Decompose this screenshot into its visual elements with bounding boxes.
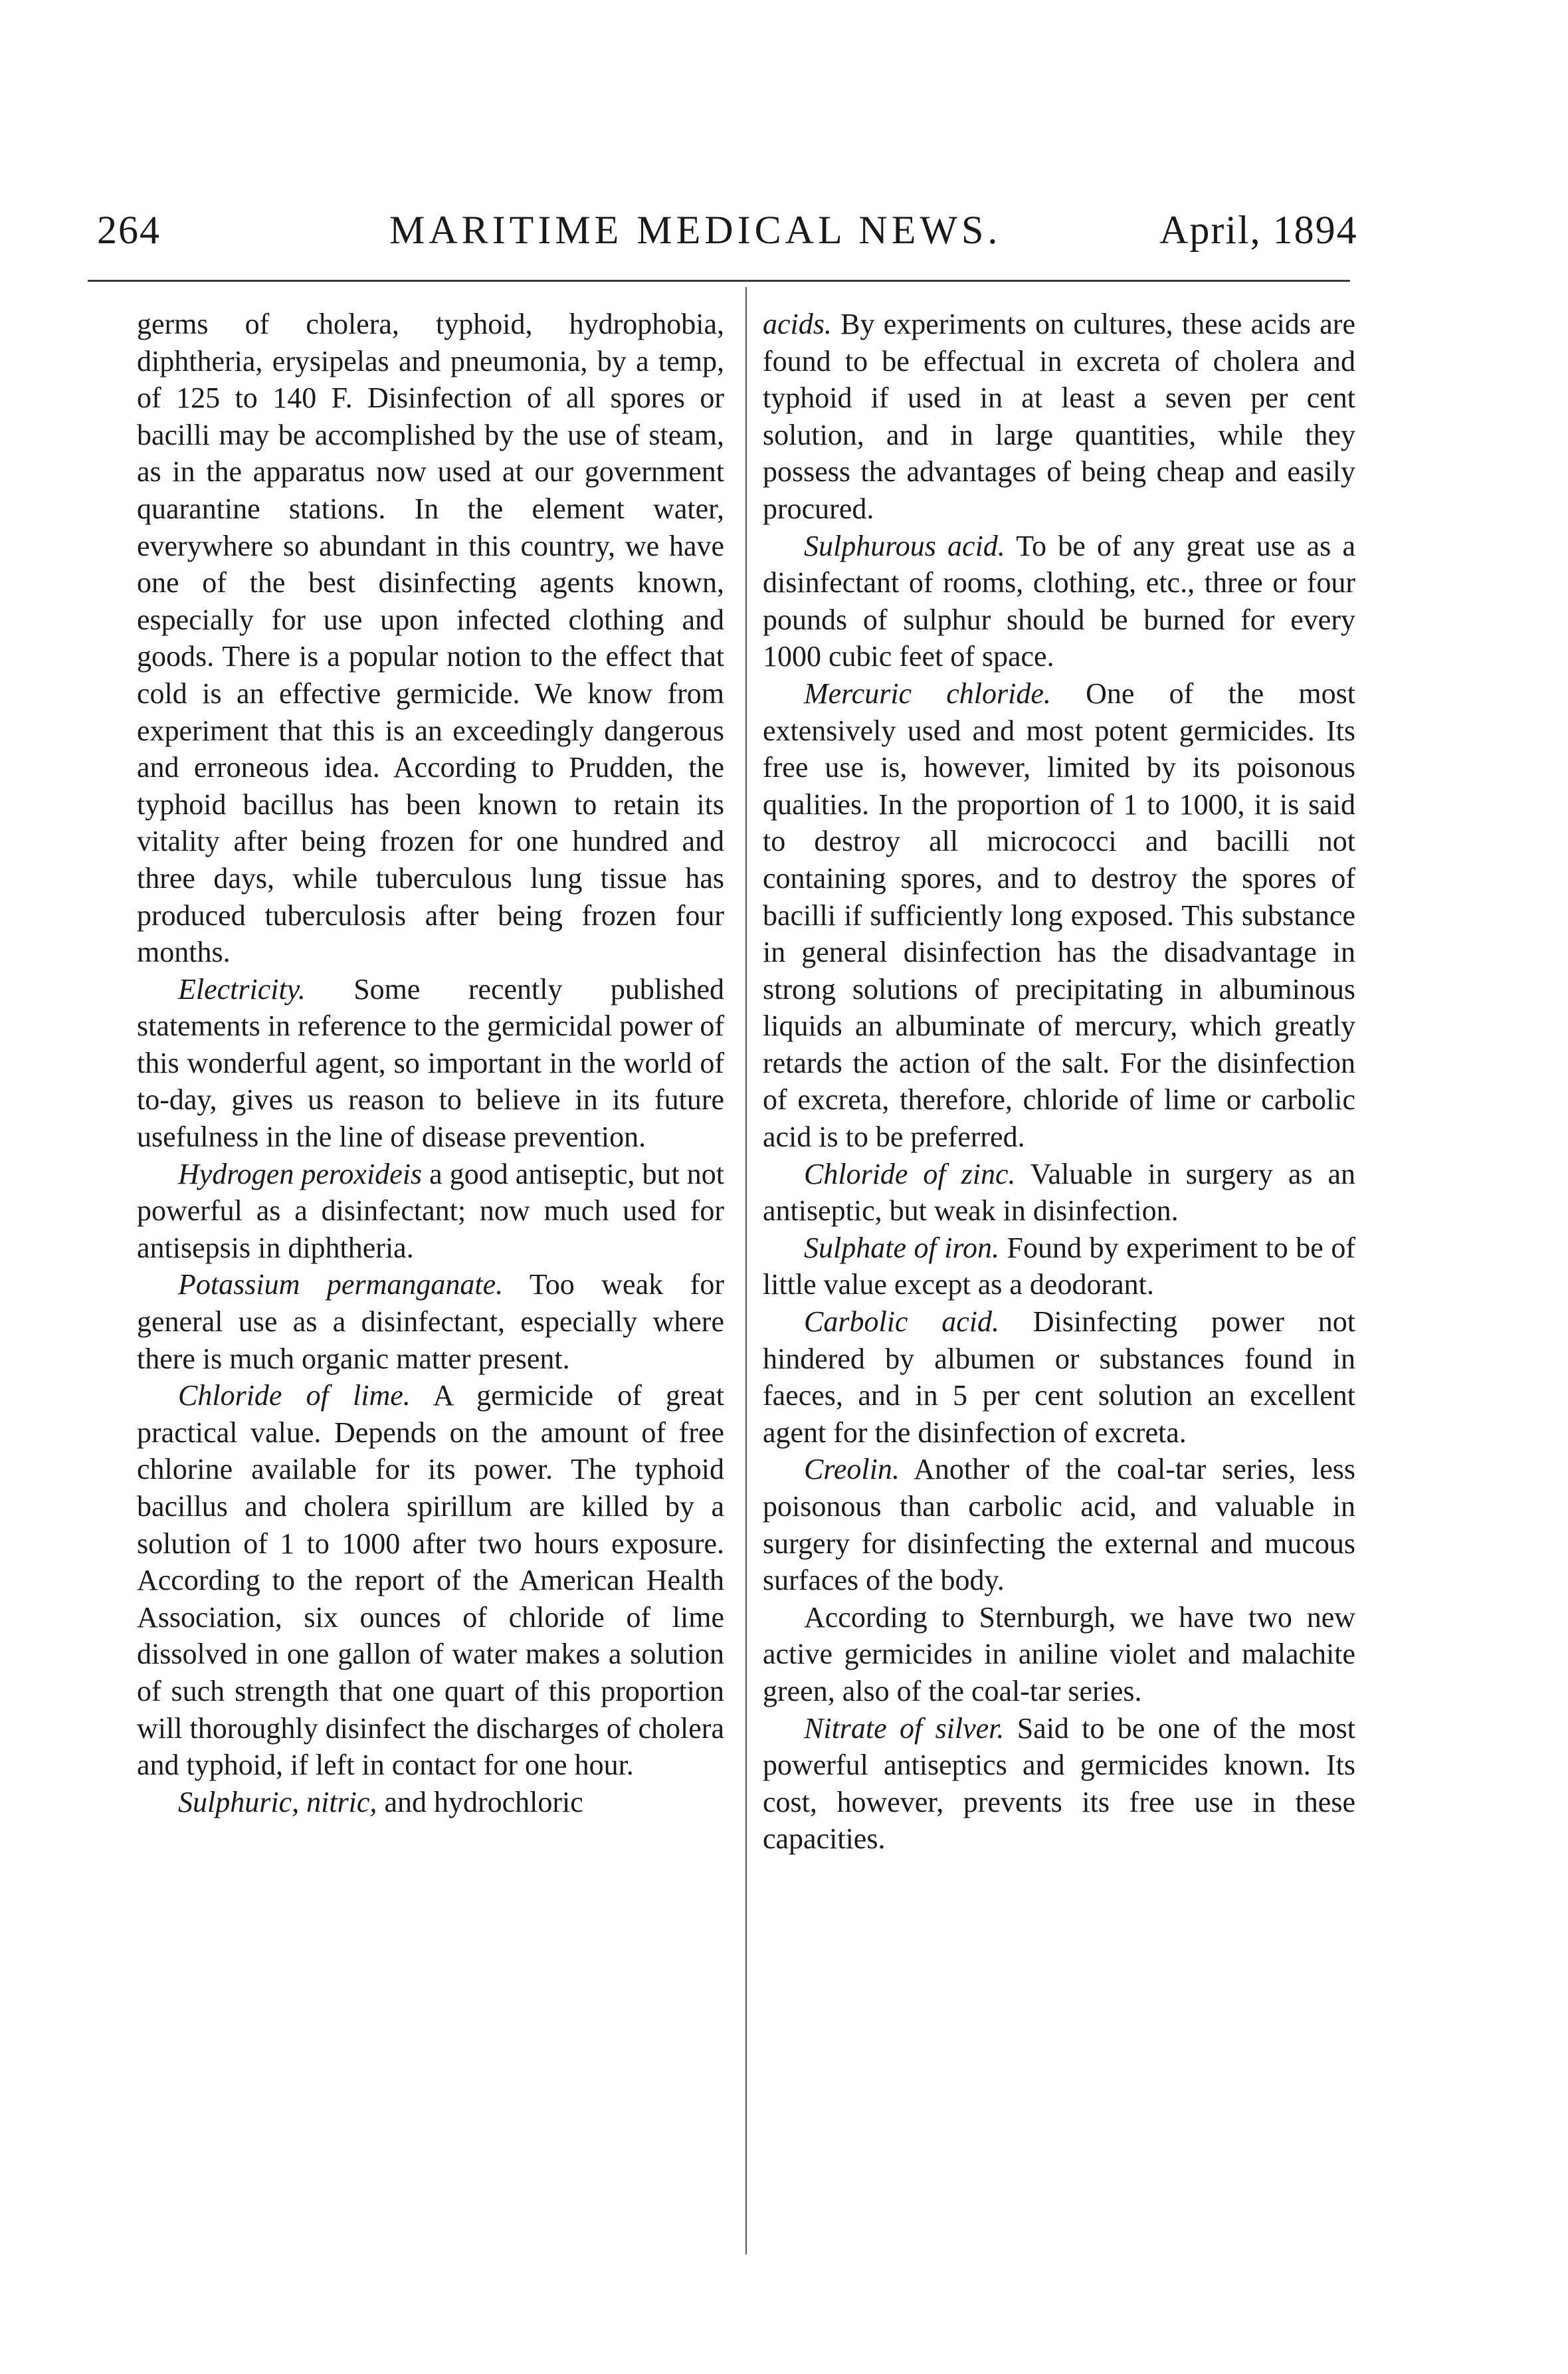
paragraph — [763, 1230, 1355, 1303]
paragraph-text: Found by experiment to be of little value except as a deodorant. — [763, 1231, 1356, 1301]
paragraph — [763, 1303, 1355, 1451]
paragraph-heading: Mercuric chloride. — [804, 677, 1051, 710]
paragraph — [763, 1710, 1355, 1858]
paragraph-text: and hydrochloric — [377, 1785, 583, 1818]
paragraph-text: According to Sternburgh, we have two new active germicides in aniline violet and malachite green, also of the coal-tar series. — [763, 1600, 1355, 1707]
paragraph — [763, 1451, 1355, 1598]
paragraph-text: By experiments on cultures, these acids are found to be effectual in excreta of cholera and typhoid if used in at least a seven per cent solution, and in large quantities, while they possess the advantages of being cheap and easily procured. — [763, 308, 1355, 525]
paragraph-heading: Sulphurous acid. — [804, 529, 1005, 562]
paragraph — [763, 675, 1355, 1156]
right-column — [763, 306, 1355, 1858]
paragraph-heading: Sulphuric, nitric, — [178, 1785, 377, 1818]
paragraph — [137, 1156, 724, 1267]
paragraph-text: Said to be one of the most powerful antiseptics and germicides known. Its cost, however, prevents its free use in these capacities. — [763, 1711, 1355, 1856]
paragraph-heading: Hydrogen peroxideis — [178, 1157, 423, 1190]
paragraph — [763, 1599, 1355, 1710]
paragraph-text: Too weak for general use as a disinfectant, especially where there is much organic matter present. — [137, 1268, 724, 1375]
left-column — [137, 306, 724, 1820]
paragraph-text: One of the most extensively used and most potent germicides. Its free use is, however, limited by its poisonous qualities. In the proportion of 1 to 1000, it is said to destroy all micrococci and bacilli not containing spores, and to destroy the spores of bacilli if sufficiently long exposed. This substance in general disinfection has the disadvantage in strong solutions of precipitating in albuminous liquids an albuminate of mercury, which greatly retards the action of the salt. For the disinfection of excreta, therefore, chloride of lime or carbolic acid is to be preferred. — [763, 677, 1355, 1154]
paragraph-heading: Electricity. — [178, 972, 306, 1006]
paragraph-heading: Potassium permanganate. — [178, 1268, 504, 1301]
paragraph-heading: Carbolic acid. — [804, 1305, 999, 1339]
paragraph-text: A germicide of great practical value. Depends on the amount of free chlorine available for its power. The typhoid bacillus and cholera spirillum are killed by a solution of 1 to 1000 after two hours exposure. According to the report of the American Health Association, six ounces of chloride of lime dissolved in one gallon of water makes a solution of such strength that one quart of this proportion will thoroughly disinfect the discharges of cholera and typhoid, if left in contact for one hour. — [137, 1379, 724, 1782]
paragraph — [763, 306, 1355, 528]
header-rule — [88, 280, 1350, 282]
running-header — [0, 0, 1568, 286]
paragraph-heading: acids. — [763, 308, 832, 340]
paragraph-text: a good antiseptic, but not powerful as a disinfectant; now much used for antisepsis in diphtheria. — [137, 1157, 724, 1264]
paragraph-text: germs of cholera, typhoid, hydrophobia, diphtheria, erysipelas and pneumonia, by a temp, of 125 to 140 F. Disinfection of all spores or bacilli may be accomplished by the use of steam, as in the apparatus now used at our government quarantine stations. In the element water, everywhere so abundant in this country, we have one of the best disinfecting agents known, especially for use upon infected clothing and goods. There is a popular notion to the effect that cold is an effective germicide. We know from experiment that this is an exceedingly dangerous and erroneous idea. According to Prudden, the typhoid bacillus has been known to retain its vitality after being frozen for one hundred and three days, while tuberculous lung tissue has produced tuberculosis after being frozen four months. — [137, 308, 724, 969]
paragraph — [137, 1377, 724, 1784]
paragraph — [763, 1156, 1355, 1230]
paragraph — [763, 528, 1355, 675]
paragraph-text: To be of any great use as a disinfectant of rooms, clothing, etc., three or four pounds of sulphur should be burned for every 1000 cubic feet of space. — [763, 529, 1355, 673]
paragraph-text: Disinfecting power not hindered by albumen or substances found in faeces, and in 5 per cent solution an excellent agent for the disinfection of excreta. — [763, 1305, 1355, 1449]
paragraph-heading: Sulphate of iron. — [804, 1231, 999, 1264]
paragraph — [137, 1784, 724, 1821]
paragraph — [137, 306, 724, 971]
column-divider — [745, 287, 747, 2254]
paragraph-heading: Creolin. — [804, 1453, 900, 1486]
paragraph-text: Some recently published statements in reference to the germicidal power of this wonderful agent, so important in the world of to-day, gives us reason to believe in its future usefulness in the line of disease prevention. — [137, 972, 724, 1154]
journal-title: MARITIME MEDICAL NEWS. — [389, 208, 1002, 252]
issue-date: April, 1894 — [1159, 208, 1358, 252]
paragraph — [137, 1266, 724, 1377]
paragraph — [137, 971, 724, 1156]
paragraph-heading: Chloride of lime. — [178, 1379, 411, 1412]
paragraph-text: Valuable in surgery as an antiseptic, but weak in disinfection. — [763, 1157, 1355, 1228]
paragraph-text: Another of the coal-tar series, less poisonous than carbolic acid, and valuable in surgery for disinfecting the external and mucous surfaces of the body. — [763, 1453, 1355, 1597]
paragraph-heading: Nitrate of silver. — [804, 1711, 1005, 1745]
paragraph-heading: Chloride of zinc. — [804, 1157, 1016, 1190]
page-number: 264 — [97, 208, 161, 252]
